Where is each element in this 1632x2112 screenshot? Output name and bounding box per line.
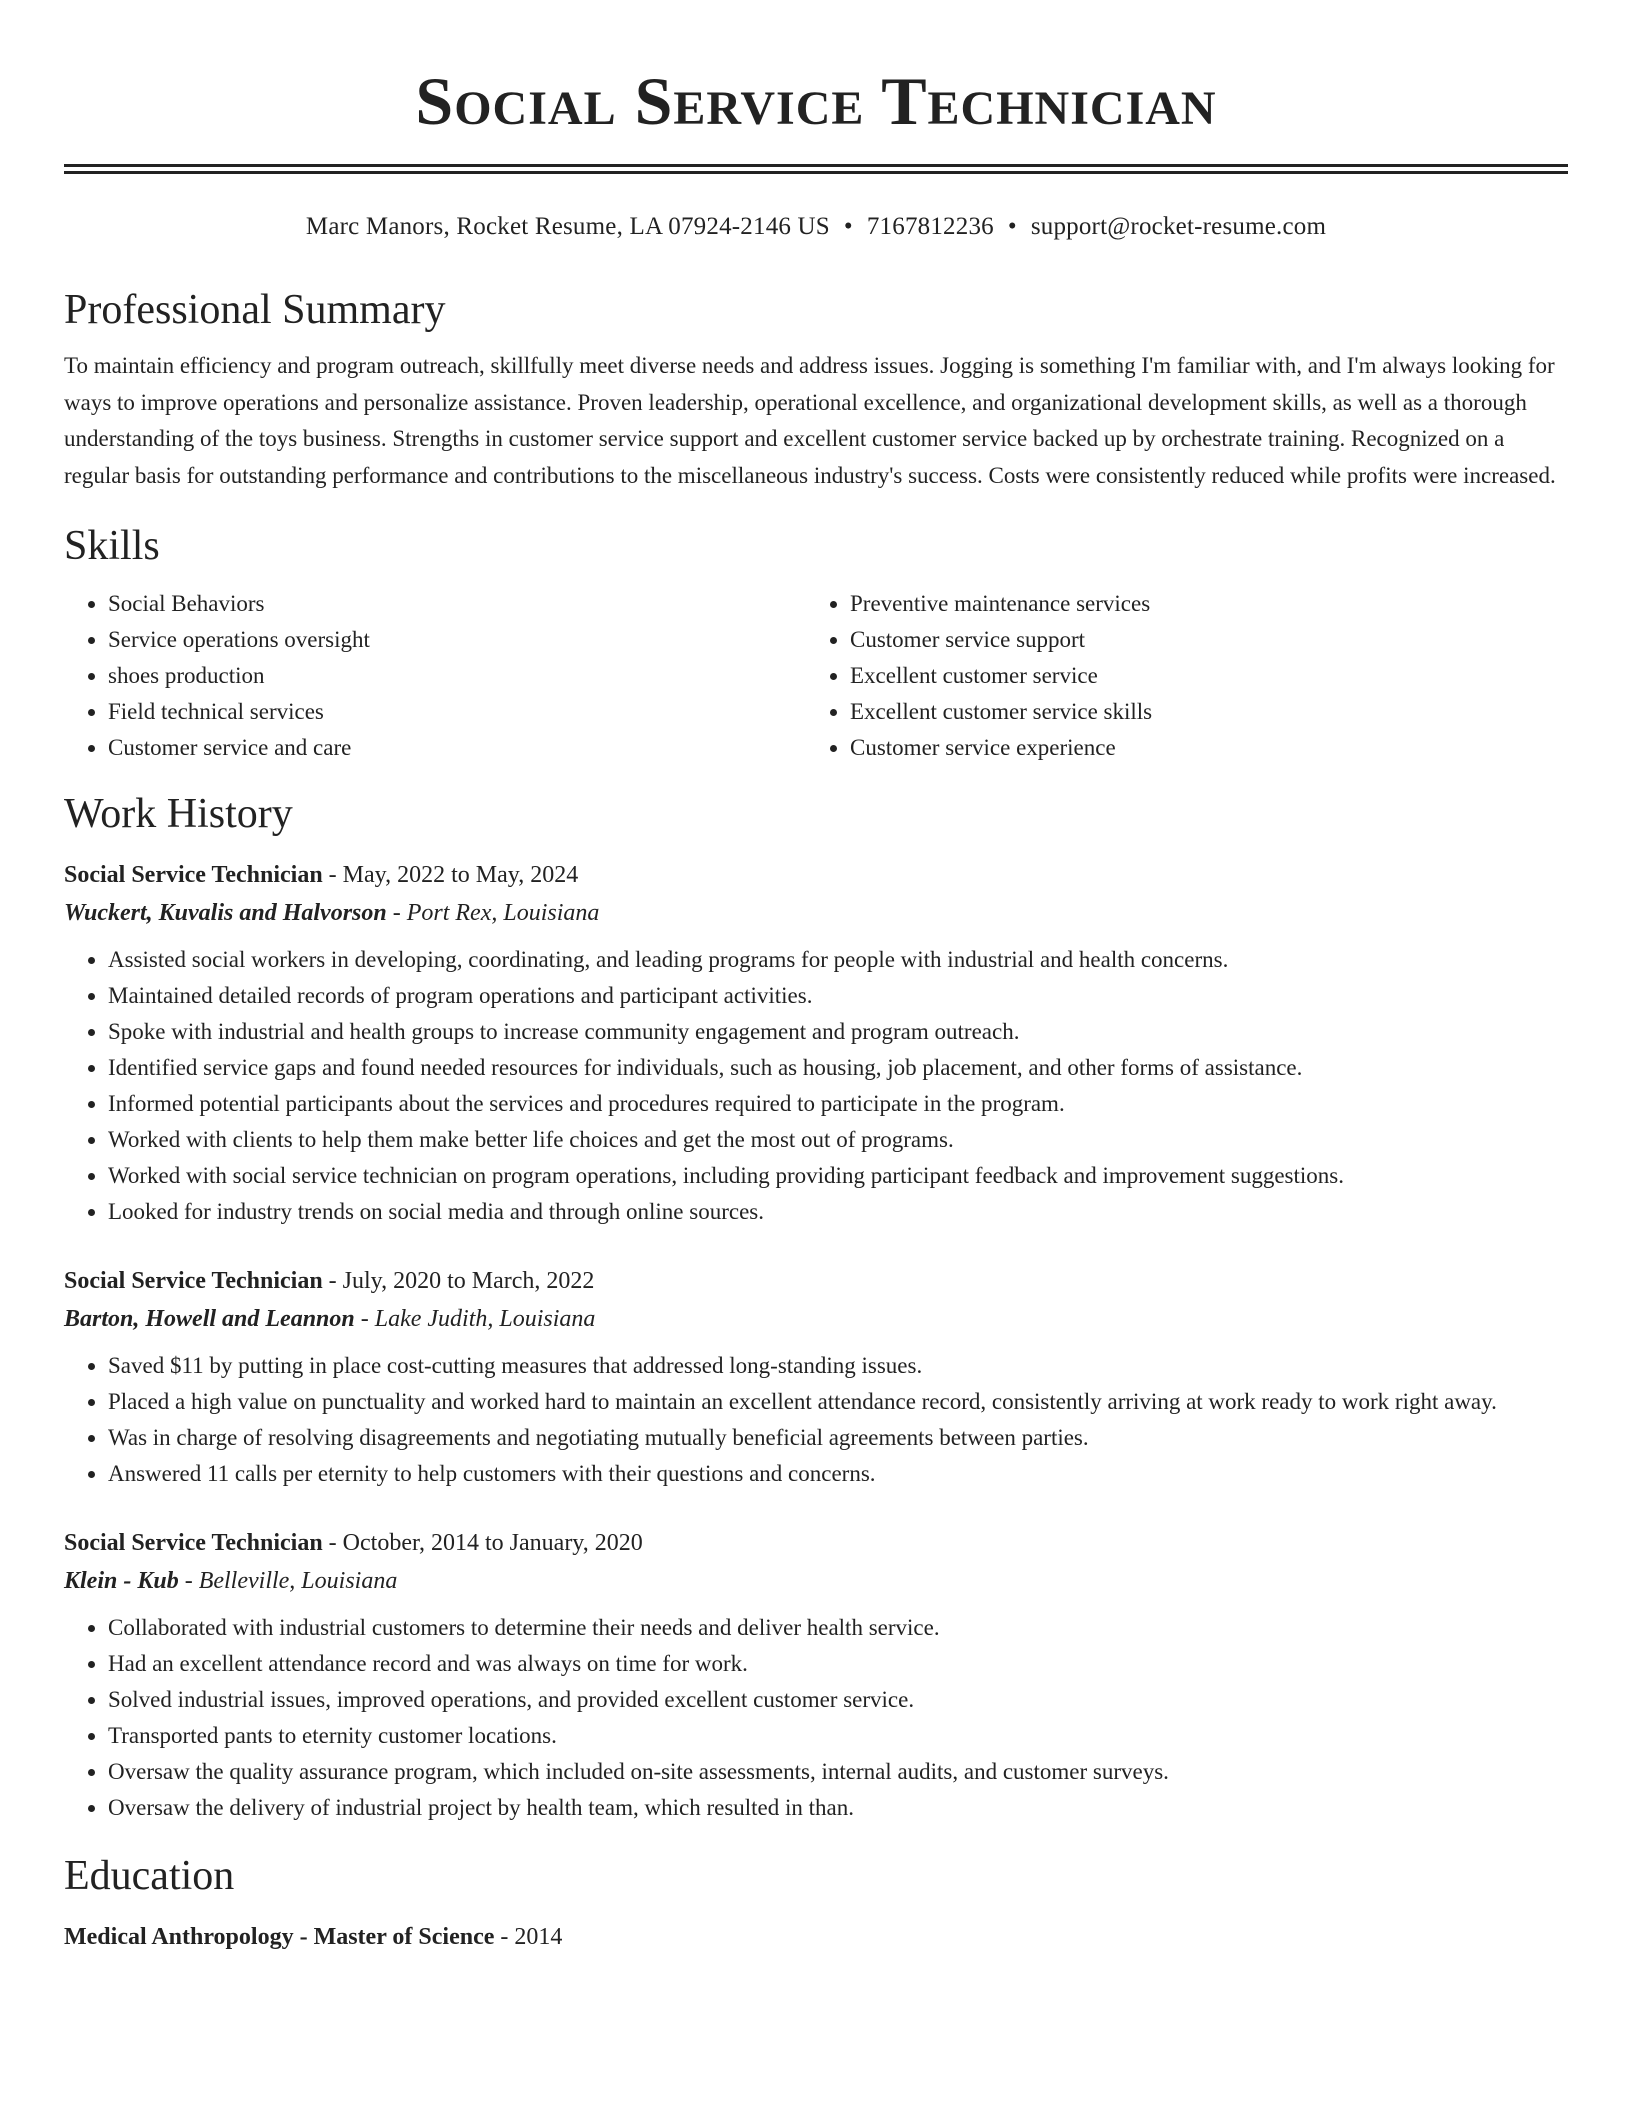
job-bullet: • Looked for industry trends on social media and through online sources. bbox=[108, 1194, 1568, 1230]
job-location: - Port Rex, Louisiana bbox=[386, 900, 600, 926]
job-dates: - May, 2022 to May, 2024 bbox=[322, 862, 579, 888]
job-bullet: • Transported pants to eternity customer locations. bbox=[108, 1718, 1568, 1754]
skill-item: • Social Behaviors bbox=[108, 586, 806, 622]
summary-heading: Professional Summary bbox=[64, 287, 446, 333]
job-header bbox=[64, 1524, 1568, 1562]
skill-item: • Service operations oversight bbox=[108, 622, 806, 658]
job-bullet: • Worked with social service technician on program operations, including providing participant feedback and improvement suggestions. bbox=[108, 1158, 1568, 1194]
job-header bbox=[64, 1262, 1568, 1300]
skill-item: • Customer service and care bbox=[108, 730, 806, 766]
skills-heading: Skills bbox=[64, 523, 160, 569]
contact-line bbox=[64, 210, 1568, 244]
job-dates: - July, 2020 to March, 2022 bbox=[322, 1268, 595, 1294]
skill-item: • shoes production bbox=[108, 658, 806, 694]
job-bullet: • Assisted social workers in developing, coordinating, and leading programs for people with industrial and health concerns. bbox=[108, 942, 1568, 978]
job-bullet: • Saved $11 by putting in place cost-cutting measures that addressed long-standing issues. bbox=[108, 1348, 1568, 1384]
education-entry bbox=[64, 1918, 1568, 1956]
job-bullet: • Worked with clients to help them make better life choices and get the most out of programs. bbox=[108, 1122, 1568, 1158]
contact-separator: • bbox=[843, 213, 853, 240]
job-company-line bbox=[64, 894, 1568, 932]
job-bullets bbox=[64, 1348, 1568, 1492]
job-location: - Belleville, Louisiana bbox=[178, 1568, 398, 1594]
job-bullet: • Informed potential participants about the services and procedures required to participate in the program. bbox=[108, 1086, 1568, 1122]
job-entry bbox=[64, 1524, 1568, 1826]
job-bullet: • Spoke with industrial and health groups to increase community engagement and program outreach. bbox=[108, 1014, 1568, 1050]
job-role: Social Service Technician bbox=[64, 1268, 323, 1294]
education-degree: Medical Anthropology - Master of Science bbox=[64, 1924, 495, 1950]
job-role: Social Service Technician bbox=[64, 1530, 323, 1556]
skills-column-left bbox=[64, 586, 806, 766]
contact-separator: • bbox=[1007, 213, 1017, 240]
job-company: Wuckert, Kuvalis and Halvorson bbox=[64, 900, 387, 926]
job-location: - Lake Judith, Louisiana bbox=[354, 1306, 596, 1332]
skills-column-right bbox=[806, 586, 1550, 766]
job-bullets bbox=[64, 1610, 1568, 1826]
contact-email: support@rocket-resume.com bbox=[1030, 213, 1327, 240]
resume-title: Social Service Technician bbox=[415, 63, 1217, 139]
skill-item: • Customer service experience bbox=[850, 730, 1550, 766]
job-bullet: • Oversaw the delivery of industrial project by health team, which resulted in than. bbox=[108, 1790, 1568, 1826]
job-bullet: • Maintained detailed records of program operations and participant activities. bbox=[108, 978, 1568, 1014]
job-company-line bbox=[64, 1300, 1568, 1338]
skill-item: • Preventive maintenance services bbox=[850, 586, 1550, 622]
education-year: - 2014 bbox=[494, 1924, 563, 1950]
job-entry bbox=[64, 856, 1568, 1230]
work-history-heading: Work History bbox=[64, 791, 293, 837]
skill-item: • Customer service support bbox=[850, 622, 1550, 658]
summary-text: To maintain efficiency and program outreach, skillfully meet diverse needs and address issues. Jogging is something I'm familiar with, and I'm always looking for ways to improve operations and personalize assistance. Proven leadership, operational excellence, and organizational development skills, as well as a thorough understanding of the toys business. Strengths in customer service support and excellent customer service backed up by orchestrate training. Recognized on a regular basis for outstanding performance and contributions to the miscellaneous industry's success. Costs were consistently reduced while profits were increased. bbox=[64, 353, 1556, 488]
job-bullet: • Placed a high value on punctuality and worked hard to maintain an excellent attendance record, consistently arriving at work ready to work right away. bbox=[108, 1384, 1568, 1420]
title-divider bbox=[64, 164, 1568, 174]
job-bullet: • Identified service gaps and found needed resources for individuals, such as housing, job placement, and other forms of assistance. bbox=[108, 1050, 1568, 1086]
job-company: Klein - Kub bbox=[64, 1568, 179, 1594]
job-entry bbox=[64, 1262, 1568, 1492]
job-bullet: • Oversaw the quality assurance program, which included on-site assessments, internal audits, and customer surveys. bbox=[108, 1754, 1568, 1790]
skill-item: • Excellent customer service bbox=[850, 658, 1550, 694]
job-bullet: • Was in charge of resolving disagreements and negotiating mutually beneficial agreements between parties. bbox=[108, 1420, 1568, 1456]
skills-list bbox=[64, 586, 1568, 766]
job-company-line bbox=[64, 1562, 1568, 1600]
job-bullet: • Had an excellent attendance record and was always on time for work. bbox=[108, 1646, 1568, 1682]
education-heading: Education bbox=[64, 1853, 235, 1899]
job-bullet: • Answered 11 calls per eternity to help customers with their questions and concerns. bbox=[108, 1456, 1568, 1492]
job-bullets bbox=[64, 942, 1568, 1230]
skill-item: • Excellent customer service skills bbox=[850, 694, 1550, 730]
job-bullet: • Solved industrial issues, improved operations, and provided excellent customer service. bbox=[108, 1682, 1568, 1718]
skill-item: • Field technical services bbox=[108, 694, 806, 730]
job-dates: - October, 2014 to January, 2020 bbox=[322, 1530, 643, 1556]
job-company: Barton, Howell and Leannon bbox=[64, 1306, 355, 1332]
contact-phone: 7167812236 bbox=[866, 213, 994, 240]
job-header bbox=[64, 856, 1568, 894]
contact-address: Marc Manors, Rocket Resume, LA 07924-2146 US bbox=[305, 213, 830, 240]
job-role: Social Service Technician bbox=[64, 862, 323, 888]
job-bullet: • Collaborated with industrial customers to determine their needs and deliver health service. bbox=[108, 1610, 1568, 1646]
